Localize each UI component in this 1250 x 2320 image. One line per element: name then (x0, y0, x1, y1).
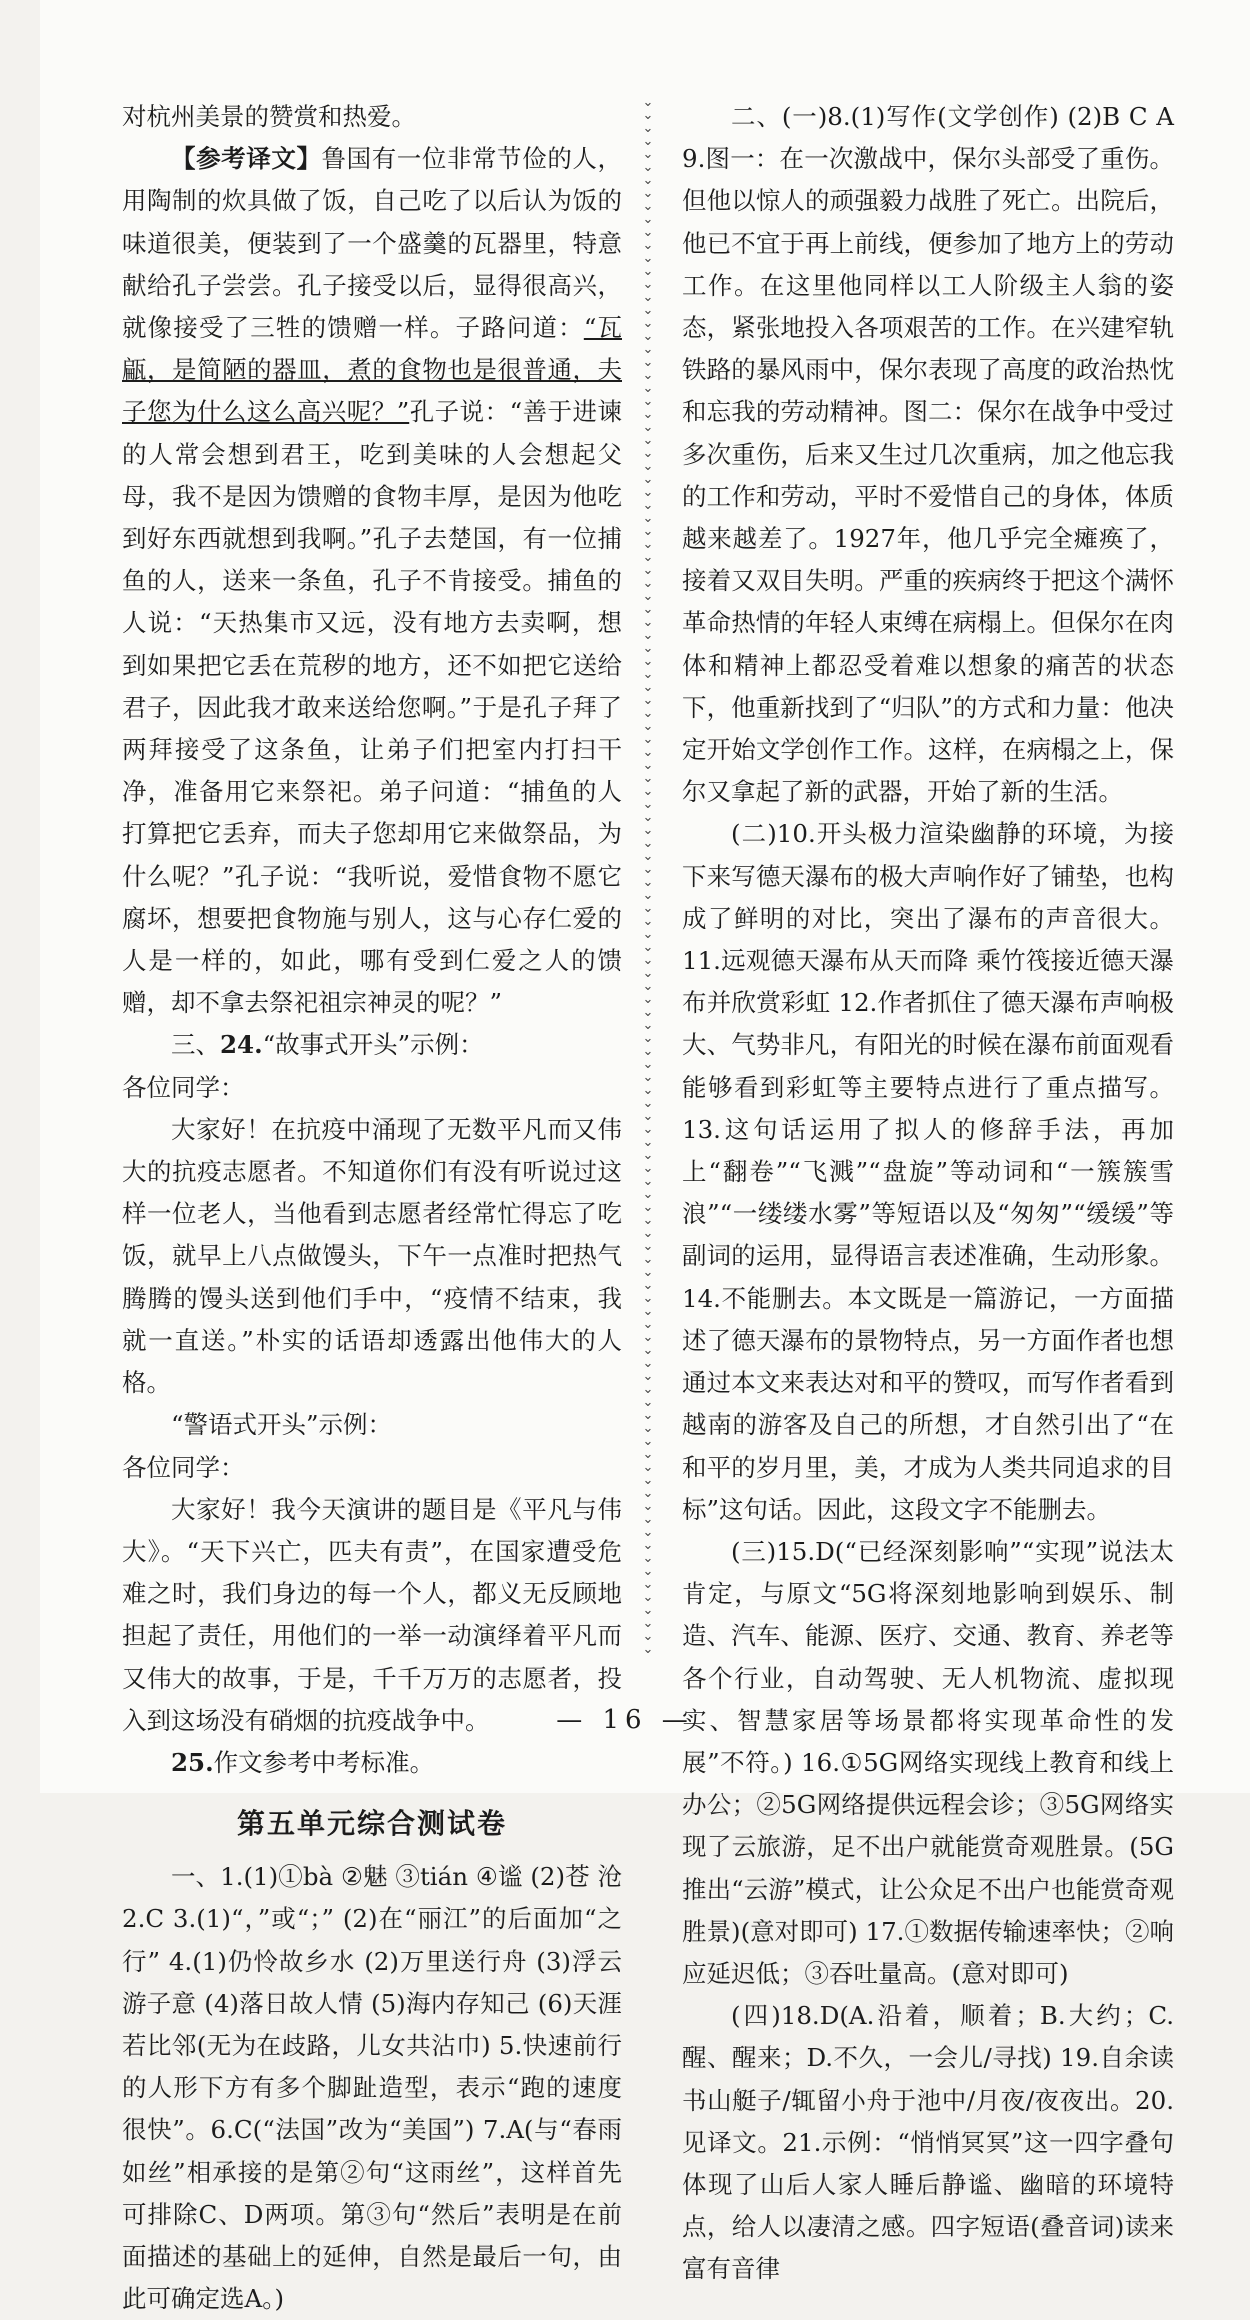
section2-part2: (二)10.开头极力渲染幽静的环境，为接下来写德天瀑布的极大声响作好了铺垫，也构成了鲜明的对比，突出了瀑布的声音很大。11.远观德天瀑布从天而降 乘竹筏接近德天瀑布并欣赏彩虹 12.作者抓住了德天瀑布声响极大、气势非凡，有阳光的时候在瀑布前面观看能够看到彩虹等主要特点进行了重点描写。13.这句话运用了拟人的修辞手法，再加上“翻卷”“飞溅”“盘旋”等动词和“一簇簇雪浪”“一缕缕水雾”等短语以及“匆匆”“缓缓”等副词的运用，显得语言表述准确，生动形象。14.不能删去。本文既是一篇游记，一方面描述了德天瀑布的景物特点，另一方面作者也想通过本文来表达对和平的赞叹，而写作者看到越南的游客及自己的所想，才自然引出了“在和平的岁月里，美，才成为人类共同追求的目标”这句话。因此，这段文字不能删去。 (682, 819, 1174, 1524)
greeting-2: 各位同学： (122, 1452, 245, 1482)
translation-paragraph (122, 138, 622, 1024)
q25 (122, 1742, 622, 1784)
right-column (682, 96, 1174, 2291)
unit5-heading: 第五单元综合测试卷 (236, 1807, 507, 1841)
quote-opening: 大家好！我今天演讲的题目是《平凡与伟大》。“天下兴亡，匹夫有责”，在国家遭受危难之时，我们身边的每一个人，都义无反顾地担起了责任，用他们的一举一动演绎着平凡而又伟大的故事，于是，千千万万的志愿者，投入到这场没有硝烟的抗疫战争中。 (122, 1494, 622, 1735)
section2-part1: 二、(一)8.(1)写作(文学创作) (2)B C A 9.图一：在一次激战中，保尔头部受了重伤。但他以惊人的顽强毅力战胜了死亡。出院后，他已不宜于再上前线，便参加了地方上的劳动工作。在这里他同样以工人阶级主人翁的姿态，紧张地投入各项艰苦的工作。在兴建窄轨铁路的暴风雨中，保尔表现了高度的政治热忱和忘我的劳动精神。图二：保尔在战争中受过多次重伤，后来又生过几次重病，加之他忘我的工作和劳动，平时不爱惜自己的身体，体质越来越差了。1927年，他几乎完全瘫痪了，接着又双目失明。严重的疾病终于把这个满怀革命热情的年轻人束缚在病榻上。但保尔在肉体和精神上都忍受着难以想象的痛苦的状态下，他重新找到了“归队”的方式和力量：他决定开始文学创作工作。这样，在病榻之上，保尔又拿起了新的武器，开始了新的生活。 (682, 102, 1174, 807)
story-opening: 大家好！在抗疫中涌现了无数平凡而又伟大的抗疫志愿者。不知道你们有没有听说过这样一位老人，当他看到志愿者经常忙得忘了吃饭，就早上八点做馒头，下午一点准时把热气腾腾的馒头送到他们手中，“疫情不结束，我就一直送。”朴实的话语却透露出他伟大的人格。 (122, 1114, 622, 1398)
section2-part3: (三)15.D(“已经深刻影响”“实现”说法太肯定，与原文“5G将深刻地影响到娱乐、制造、汽车、能源、医疗、交通、教育、养老等各个行业，自动驾驶、无人机物流、虚拟现实、智慧家居等场景都将实现革命性的发展”不符。) 16.①5G网络实现线上教育和线上办公；②5G网络提供远程会诊；③5G网络实现了云旅游，足不出户就能赏奇观胜景。(5G推出“云游”模式，让公众足不出户也能赏奇观胜景)(意对即可) 17.①数据传输速率快；②响应延迟低；③吞吐量高。(意对即可) (682, 1536, 1174, 1988)
column-divider: ⌄ ⌄ ⌄ ⌄ ⌄ ⌄ ⌄ ⌄ ⌄ ⌄ ⌄ ⌄ ⌄ ⌄ ⌄ ⌄ ⌄ ⌄ ⌄ ⌄ ⌄ ⌄ ⌄ ⌄ ⌄ ⌄ ⌄ ⌄ ⌄ ⌄ ⌄ ⌄ ⌄ ⌄ ⌄ ⌄ ⌄ ⌄ ⌄ ⌄ ⌄ ⌄ ⌄ ⌄ ⌄ ⌄ ⌄ ⌄ ⌄ ⌄ ⌄ ⌄ ⌄ ⌄ ⌄ ⌄ ⌄ ⌄ ⌄ ⌄ ⌄ ⌄ ⌄ ⌄ ⌄ ⌄ ⌄ ⌄ ⌄ ⌄ ⌄ ⌄ ⌄ ⌄ ⌄ ⌄ ⌄ ⌄ ⌄ ⌄ ⌄ ⌄ ⌄ ⌄ ⌄ ⌄ ⌄ ⌄ ⌄ ⌄ ⌄ ⌄ ⌄ ⌄ ⌄ ⌄ ⌄ ⌄ ⌄ ⌄ ⌄ ⌄ ⌄ ⌄ ⌄ ⌄ ⌄ ⌄ ⌄ ⌄ ⌄ ⌄ ⌄ ⌄ ⌄ ⌄ ⌄ ⌄ ⌄ ⌄ (642, 96, 654, 1656)
left-column (122, 96, 622, 2320)
quote-opening-title: “警语式开头”示例： (171, 1410, 393, 1440)
q24-text: “故事式开头”示例： (262, 1030, 484, 1060)
translation-text: 鲁国有一位非常节俭的人，用陶制的炊具做了饭，自己吃了以后认为饭的味道很美，便装到了一个盛羹的瓦器里，特意献给孔子尝尝。孔子接受以后，显得很高兴，就像接受了三牲的馈赠一样。子路问道： (122, 144, 623, 343)
greeting-1: 各位同学： (122, 1072, 245, 1102)
q25-number: 25. (171, 1747, 214, 1777)
section2-part4: (四)18.D(A.沿着，顺着；B.大约；C.醒、醒来；D.不久，一会儿/寻找) 19.自余读书山艇子/辄留小舟于池中/月夜/夜夜出。20.见译文。21.示例：“悄悄冥冥”这一四字叠句体现了山后人家人睡后静谧、幽暗的环境特点，给人以凄清之感。四字短语(叠音词)读来富有音律 (682, 2001, 1174, 2284)
translation-underlined: “瓦甂，是简陋的器皿，煮的食物也是很普通，夫子您为什么这么高兴呢？” (122, 313, 622, 427)
section3-title (122, 1024, 622, 1066)
left-line-1: 对杭州美景的赞赏和热爱。 (122, 102, 416, 131)
translation-text-rest: 孔子说：“善于进谏的人常会想到君王，吃到美味的人会想起父母，我不是因为馈赠的食物丰厚，是因为他吃到好东西就想到我啊。”孔子去楚国，有一位捕鱼的人，送来一条鱼，孔子不肯接受。捕鱼的人说：“天热集市又远，没有地方去卖啊，想到如果把它丢在荒秽的地方，还不如把它送给君子，因此我才敢来送给您啊。”于是孔子拜了两拜接受了这条鱼，让弟子们把室内打扫干净，准备用它来祭祀。弟子问道：“捕鱼的人打算把它丢弃，而夫子您却用它来做祭品，为什么呢？”孔子说：“我听说，爱惜食物不愿它腐坏，想要把食物施与别人，这与心存仁爱的人是一样的，如此，哪有受到仁爱之人的馈赠，却不拿去祭祀祖宗神灵的呢？” (122, 397, 622, 1018)
page-number: — 16 — (556, 1705, 694, 1735)
unit5-answers: 一、1.(1)①bà ②魅 ③tián ④谧 (2)苍 沧 2.C 3.(1)“，”或“；” (2)在“丽江”的后面加“之行” 4.(1)仍怜故乡水 (2)万里送行舟 (3)浮云游子意 (4)落日故人情 (5)海内存知己 (6)天涯若比邻(无为在歧路，儿女共沾巾) 5.快速前行的人形下方有多个脚趾造型，表示“跑的速度很快”。6.C(“法国”改为“美国”) 7.A(与“春雨如丝”相承接的是第②句“这雨丝”，这样首先可排除C、D两项。第③句“然后”表明是在前面描述的基础上的延伸，自然是最后一句，由此可确定选A。) (122, 1862, 622, 2314)
translation-tag: 【参考译文】 (171, 144, 322, 174)
q24-number: 24. (220, 1030, 263, 1060)
section3-prefix: 三、 (171, 1030, 220, 1060)
q25-text: 作文参考中考标准。 (213, 1747, 435, 1777)
